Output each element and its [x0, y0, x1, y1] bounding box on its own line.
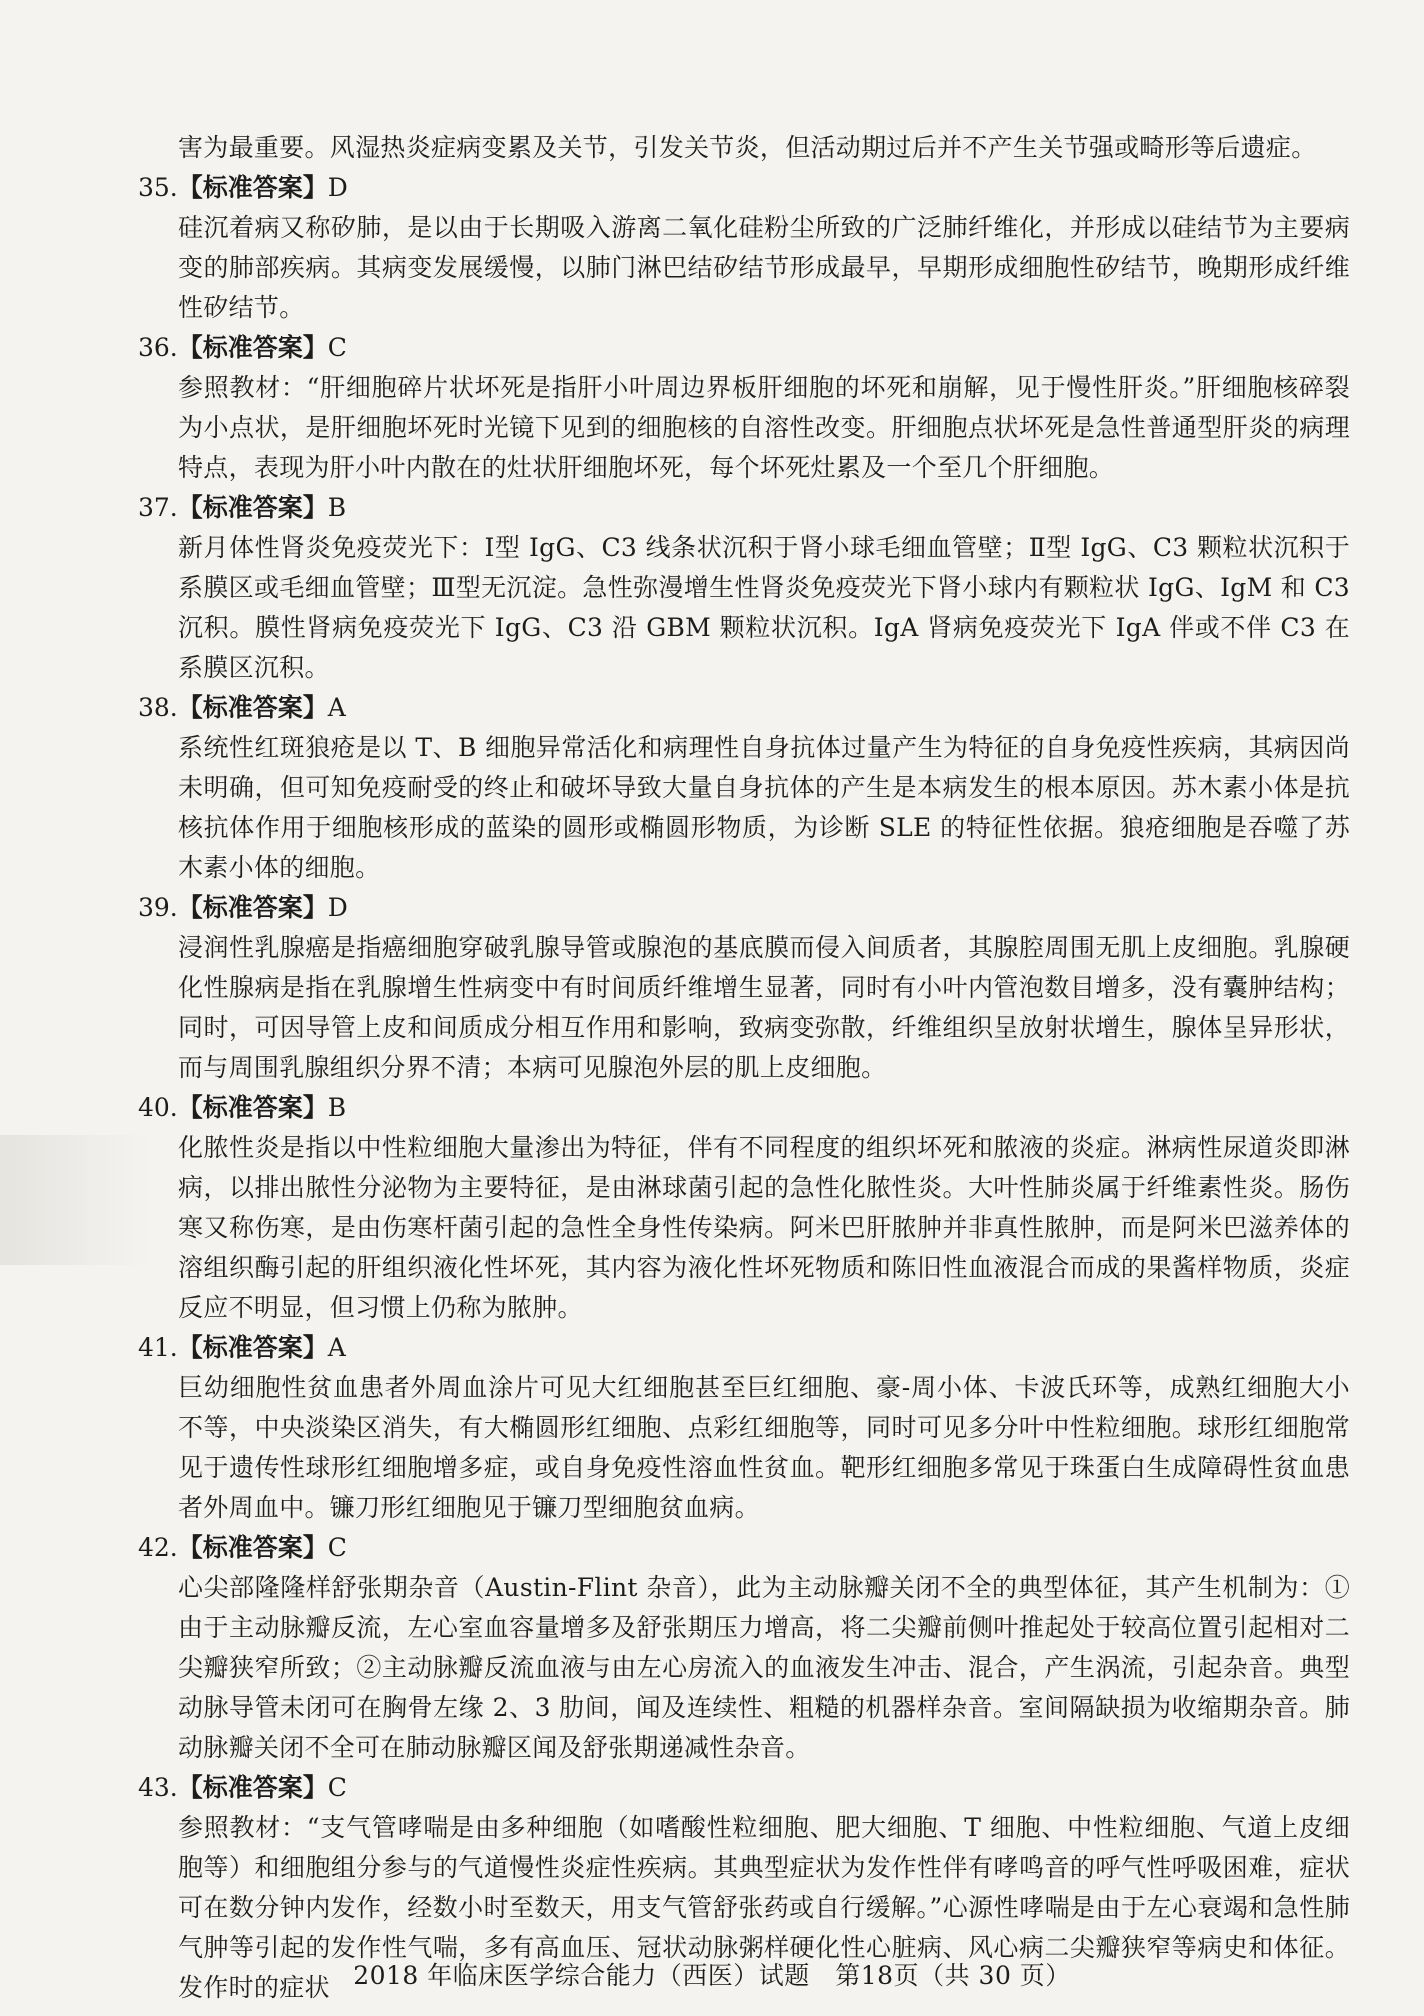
answer-heading: [138, 488, 1350, 528]
answer-letter: C: [327, 1533, 347, 1562]
answer-item: [138, 328, 1350, 488]
explanation-paragraph: 新月体性肾炎免疫荧光下：Ⅰ型 IgG、C3 线条状沉积于肾小球毛细血管壁；Ⅱ型 IgG、C3 颗粒状沉积于系膜区或毛细血管壁；Ⅲ型无沉淀。急性弥漫增生性肾炎免疫荧光下肾小球内有颗粒状 IgG、IgM 和 C3 沉积。膜性肾病免疫荧光下 IgG、C3 沿 GBM 颗粒状沉积。IgA 肾病免疫荧光下 IgA 伴或不伴 C3 在系膜区沉积。: [178, 533, 1350, 682]
question-number: 37.: [138, 493, 178, 522]
answer-letter: B: [327, 1093, 347, 1122]
answer-letter: A: [327, 693, 346, 722]
answer-list: [138, 168, 1350, 2008]
standard-answer-label: 【标准答案】: [177, 1093, 328, 1122]
answer-item: [138, 1088, 1350, 1328]
answer-heading: [138, 1768, 1350, 1808]
explanation-paragraph: 参照教材：“支气管哮喘是由多种细胞（如嗜酸性粒细胞、肥大细胞、T 细胞、中性粒细胞、气道上皮细胞等）和细胞组分参与的气道慢性炎症性疾病。其典型症状为发作性伴有哮鸣音的呼气性呼吸困难，症状可在数分钟内发作，经数小时至数天，用支气管舒张药或自行缓解。”心源性哮喘是由于左心衰竭和急性肺气肿等引起的发作性气喘，多有高血压、冠状动脉粥样硬化性心脏病、风心病二尖瓣狭窄等病史和体征。发作时的症状: [178, 1813, 1350, 2002]
scan-shadow: [0, 1135, 150, 1265]
standard-answer-label: 【标准答案】: [177, 1333, 328, 1362]
standard-answer-label: 【标准答案】: [177, 493, 328, 522]
explanation-paragraph: 硅沉着病又称矽肺，是以由于长期吸入游离二氧化硅粉尘所致的广泛肺纤维化，并形成以硅结节为主要病变的肺部疾病。其病变发展缓慢，以肺门淋巴结矽结节形成最早，早期形成细胞性矽结节，晚期形成纤维性矽结节。: [178, 213, 1350, 322]
answer-item: [138, 168, 1350, 328]
explanation-paragraph: 系统性红斑狼疮是以 T、B 细胞异常活化和病理性自身抗体过量产生为特征的自身免疫性疾病，其病因尚未明确，但可知免疫耐受的终止和破坏导致大量自身抗体的产生是本病发生的根本原因。苏木素小体是抗核抗体作用于细胞核形成的蓝染的圆形或椭圆形物质，为诊断 SLE 的特征性依据。狼疮细胞是吞噬了苏木素小体的细胞。: [178, 733, 1350, 882]
question-number: 41.: [138, 1333, 178, 1362]
explanation-paragraph: 浸润性乳腺癌是指癌细胞穿破乳腺导管或腺泡的基底膜而侵入间质者，其腺腔周围无肌上皮细胞。乳腺硬化性腺病是指在乳腺增生性病变中有时间质纤维增生显著，同时有小叶内管泡数目增多，没有囊肿结构；同时，可因导管上皮和间质成分相互作用和影响，致病变弥散，纤维组织呈放射状增生，腺体呈异形状，而与周围乳腺组织分界不清；本病可见腺泡外层的肌上皮细胞。: [178, 933, 1350, 1082]
answer-content: [138, 128, 1350, 2008]
page-footer: 2018 年临床医学综合能力（西医）试题 第18页（共 30 页）: [353, 1961, 1071, 1990]
answer-letter: B: [327, 493, 347, 522]
answer-heading: [138, 328, 1350, 368]
explanation-paragraph: 参照教材：“肝细胞碎片状坏死是指肝小叶周边界板肝细胞的坏死和崩解，见于慢性肝炎。”肝细胞核碎裂为小点状，是肝细胞坏死时光镜下见到的细胞核的自溶性改变。肝细胞点状坏死是急性普通型肝炎的病理特点，表现为肝小叶内散在的灶状肝细胞坏死，每个坏死灶累及一个至几个肝细胞。: [178, 373, 1350, 482]
question-number: 38.: [138, 693, 178, 722]
question-number: 39.: [138, 893, 178, 922]
answer-heading: [138, 1088, 1350, 1128]
intro-paragraph: 害为最重要。风湿热炎症病变累及关节，引发关节炎，但活动期过后并不产生关节强或畸形等后遗症。: [178, 133, 1317, 162]
standard-answer-label: 【标准答案】: [177, 893, 328, 922]
answer-letter: D: [327, 173, 348, 202]
question-number: 42.: [138, 1533, 178, 1562]
standard-answer-label: 【标准答案】: [177, 693, 328, 722]
answer-heading: [138, 888, 1350, 928]
answer-heading: [138, 168, 1350, 208]
answer-item: [138, 488, 1350, 688]
question-number: 40.: [138, 1093, 178, 1122]
answer-heading: [138, 688, 1350, 728]
explanation-paragraph: 巨幼细胞性贫血患者外周血涂片可见大红细胞甚至巨红细胞、豪-周小体、卡波氏环等，成熟红细胞大小不等，中央淡染区消失，有大椭圆形红细胞、点彩红细胞等，同时可见多分叶中性粒细胞。球形红细胞常见于遗传性球形红细胞增多症，或自身免疫性溶血性贫血。靶形红细胞多常见于珠蛋白生成障碍性贫血患者外周血中。镰刀形红细胞见于镰刀型细胞贫血病。: [178, 1373, 1350, 1522]
explanation-paragraph: 化脓性炎是指以中性粒细胞大量渗出为特征，伴有不同程度的组织坏死和脓液的炎症。淋病性尿道炎即淋病，以排出脓性分泌物为主要特征，是由淋球菌引起的急性化脓性炎。大叶性肺炎属于纤维素性炎。肠伤寒又称伤寒，是由伤寒杆菌引起的急性全身性传染病。阿米巴肝脓肿并非真性脓肿，而是阿米巴滋养体的溶组织酶引起的肝组织液化性坏死，其内容为液化性坏死物质和陈旧性血液混合而成的果酱样物质，炎症反应不明显，但习惯上仍称为脓肿。: [178, 1133, 1350, 1322]
answer-item: [138, 688, 1350, 888]
answer-item: [138, 1528, 1350, 1768]
standard-answer-label: 【标准答案】: [177, 173, 328, 202]
answer-letter: C: [327, 333, 347, 362]
answer-letter: A: [327, 1333, 346, 1362]
explanation-paragraph: 心尖部隆隆样舒张期杂音（Austin-Flint 杂音），此为主动脉瓣关闭不全的典型体征，其产生机制为：①由于主动脉瓣反流，左心室血容量增多及舒张期压力增高，将二尖瓣前侧叶推起处于较高位置引起相对二尖瓣狭窄所致；②主动脉瓣反流血液与由左心房流入的血液发生冲击、混合，产生涡流，引起杂音。典型动脉导管未闭可在胸骨左缘 2、3 肋间，闻及连续性、粗糙的机器样杂音。室间隔缺损为收缩期杂音。肺动脉瓣关闭不全可在肺动脉瓣区闻及舒张期递减性杂音。: [178, 1573, 1350, 1762]
standard-answer-label: 【标准答案】: [177, 1773, 328, 1802]
answer-item: [138, 1328, 1350, 1528]
answer-heading: [138, 1328, 1350, 1368]
answer-item: [138, 888, 1350, 1088]
question-number: 36.: [138, 333, 178, 362]
standard-answer-label: 【标准答案】: [177, 333, 328, 362]
question-number: 35.: [138, 173, 178, 202]
standard-answer-label: 【标准答案】: [177, 1533, 328, 1562]
question-number: 43.: [138, 1773, 178, 1802]
answer-letter: C: [327, 1773, 347, 1802]
answer-heading: [138, 1528, 1350, 1568]
answer-letter: D: [327, 893, 348, 922]
